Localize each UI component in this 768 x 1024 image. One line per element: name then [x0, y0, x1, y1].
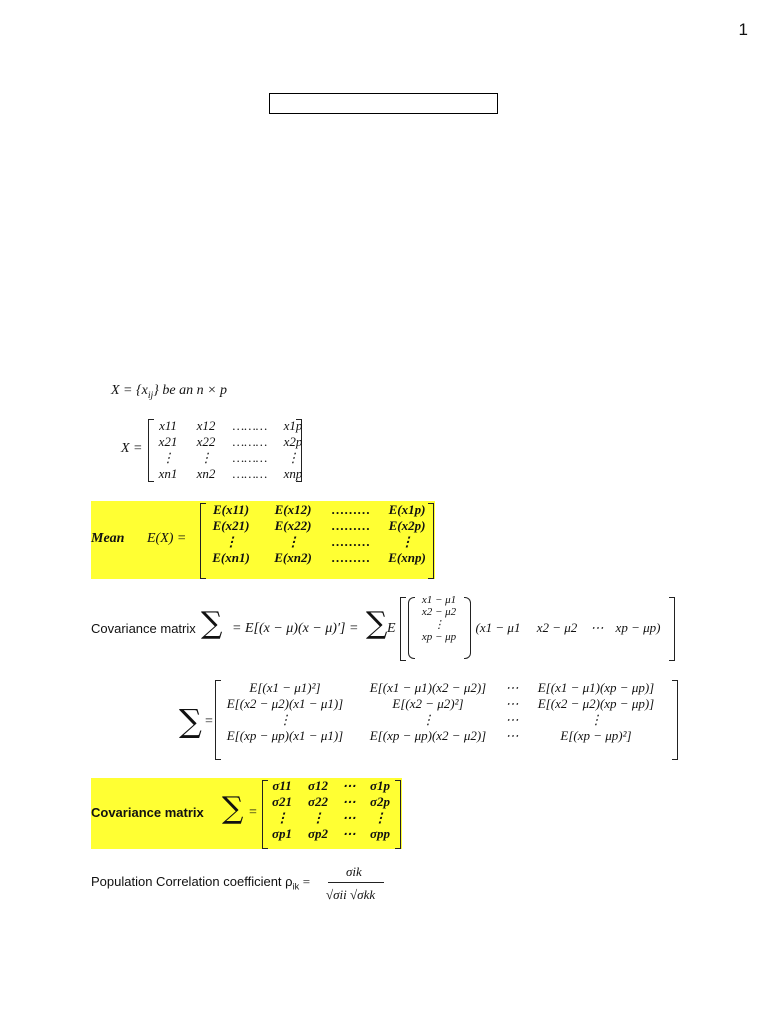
- covariance-row-vector: [472, 620, 668, 636]
- mean-label: Mean: [91, 531, 125, 546]
- covariance-sigma-cell: ⋯: [342, 810, 356, 825]
- mean-matrix-cell: ………: [331, 518, 371, 533]
- covariance-expanded-cell: ⋮: [278, 712, 292, 727]
- covariance-expanded-matrix: [219, 680, 671, 744]
- x-matrix: [154, 418, 303, 482]
- sigma-symbol-2: ∑: [366, 606, 388, 641]
- covariance-sigma-right-bracket: [395, 780, 401, 849]
- covariance-sigma-equals: =: [249, 805, 257, 820]
- definition-text: X = {x: [111, 383, 148, 398]
- mean-matrix: [205, 502, 427, 566]
- covariance-sigma-cell: σpp: [369, 826, 390, 841]
- covariance-sigma-cell: σ12: [307, 778, 328, 793]
- covariance-row-cell: ⋯: [590, 620, 604, 635]
- x-matrix-cell: x1p: [283, 418, 303, 433]
- covariance-sigma-matrix: [267, 778, 395, 842]
- covariance-sigma-cell: σ1p: [369, 778, 390, 793]
- covariance-column-cell: x2 − μ2: [421, 606, 457, 618]
- covariance-sigma-cell: σ2p: [369, 794, 390, 809]
- covariance-expanded-cell: ⋮: [589, 712, 603, 727]
- covariance-expanded-cell: ⋯: [505, 728, 519, 743]
- cov-expanded-equals: =: [205, 714, 213, 729]
- covariance-expanded-cell: E[(xp − μp)²]: [560, 728, 632, 743]
- covariance-sigma-cell: σp2: [307, 826, 328, 841]
- covariance-sigma-cell: σ22: [307, 794, 328, 809]
- sigma-symbol-3: ∑: [179, 702, 202, 740]
- x-matrix-cell: x22: [196, 434, 216, 449]
- mean-matrix-cell: ⋮: [224, 534, 238, 549]
- correlation-label-sub: ik: [292, 881, 300, 892]
- x-matrix-cell: ………: [232, 450, 268, 465]
- mean-matrix-cell: E(xn1): [212, 550, 250, 565]
- covariance-expanded-cell: E[(x2 − μ2)(xp − μp)]: [537, 696, 655, 711]
- mean-matrix-cell: E(x1p): [388, 502, 426, 517]
- mean-lhs: E(X) =: [147, 531, 187, 546]
- covariance-sigma-label: Covariance matrix: [91, 805, 204, 820]
- covariance-expanded-cell: ⋯: [505, 712, 519, 727]
- correlation-numerator: σik: [346, 864, 362, 879]
- covariance-expanded-cell: ⋯: [505, 680, 519, 695]
- cov-col-right-paren: [464, 597, 471, 659]
- mean-matrix-cell: ………: [331, 550, 371, 565]
- fraction-bar: [328, 882, 384, 883]
- covariance-sigma-cell: ⋮: [311, 810, 325, 825]
- covariance-sigma-cell: ⋯: [342, 826, 356, 841]
- covariance-expanded-cell: E[(xp − μp)(x1 − μ1)]: [226, 728, 344, 743]
- mean-matrix-cell: ………: [331, 502, 371, 517]
- covariance-def-label: Covariance matrix: [91, 621, 196, 636]
- covariance-expanded-cell: E[(x2 − μ2)²]: [392, 696, 464, 711]
- covariance-expanded-cell: E[(x2 − μ2)(x1 − μ1)]: [226, 696, 344, 711]
- correlation-denominator: √σii √σkk: [326, 887, 376, 902]
- covariance-def-expr: = E[(x − μ)(x − μ)′] =: [232, 621, 359, 636]
- covariance-column-cell: xp − μp: [421, 631, 457, 643]
- x-matrix-cell: ⋮: [199, 450, 213, 465]
- covariance-sigma-cell: σp1: [271, 826, 292, 841]
- definition-rest: } be an n × p: [153, 383, 228, 398]
- correlation-equals: =: [302, 874, 311, 889]
- mean-matrix-cell: ⋮: [400, 534, 414, 549]
- covariance-sigma-cell: ⋮: [373, 810, 387, 825]
- covariance-expanded-cell: E[(x1 − μ1)(xp − μp)]: [537, 680, 655, 695]
- cov-outer-left-bracket: [400, 597, 406, 661]
- x-matrix-cell: x21: [158, 434, 178, 449]
- definition-line: [111, 383, 227, 401]
- covariance-column-vector: [414, 594, 464, 643]
- x-matrix-cell: x12: [196, 418, 216, 433]
- covariance-sigma-cell: σ11: [272, 778, 292, 793]
- covariance-column-cell: x1 − μ1: [421, 594, 457, 606]
- x-matrix-cell: ………: [232, 434, 268, 449]
- mean-matrix-cell: E(xnp): [388, 550, 426, 565]
- sigma-symbol: ∑: [201, 606, 223, 641]
- correlation-label-line: [91, 874, 310, 892]
- covariance-row-cell: xp − μp): [615, 620, 661, 635]
- sigma-symbol-4: ∑: [222, 791, 244, 826]
- covariance-expanded-cell: ⋮: [421, 712, 435, 727]
- mean-matrix-cell: E(xn2): [274, 550, 312, 565]
- x-matrix-cell: x2p: [283, 434, 303, 449]
- covariance-sigma-cell: ⋯: [342, 794, 356, 809]
- covariance-column-cell: ⋮: [433, 619, 445, 631]
- page-number: 1: [738, 20, 748, 39]
- x-matrix-cell: xn1: [158, 466, 178, 481]
- x-matrix-cell: ………: [232, 466, 268, 481]
- mean-matrix-cell: ⋮: [286, 534, 300, 549]
- covariance-sigma-cell: ⋮: [275, 810, 289, 825]
- x-matrix-cell: xnp: [283, 466, 303, 481]
- covariance-expanded-cell: E[(x1 − μ1)²]: [249, 680, 321, 695]
- x-matrix-cell: ⋮: [286, 450, 300, 465]
- covariance-sigma-cell: σ21: [271, 794, 292, 809]
- x-matrix-cell: xn2: [196, 466, 216, 481]
- mean-matrix-cell: E(x2p): [388, 518, 426, 533]
- mean-matrix-cell: E(x22): [274, 518, 312, 533]
- mean-matrix-cell: E(x11): [212, 502, 250, 517]
- cov-outer-right-bracket: [669, 597, 675, 661]
- covariance-expanded-cell: ⋯: [505, 696, 519, 711]
- cov-expanded-right-bracket: [672, 680, 678, 760]
- covariance-row-cell: x2 − μ2: [536, 620, 578, 635]
- x-matrix-cell: ………: [232, 418, 268, 433]
- title-box: [269, 93, 498, 114]
- mean-matrix-cell: E(x21): [212, 518, 250, 533]
- x-matrix-lhs: X =: [121, 441, 143, 456]
- covariance-sigma-cell: ⋯: [342, 778, 356, 793]
- x-matrix-cell: ⋮: [161, 450, 175, 465]
- covariance-def-E: E: [387, 621, 396, 636]
- definition-sub: ij: [147, 389, 154, 401]
- covariance-expanded-cell: E[(xp − μp)(x2 − μ2)]: [369, 728, 487, 743]
- covariance-row-cell: (x1 − μ1: [475, 620, 521, 635]
- mean-matrix-cell: E(x12): [274, 502, 312, 517]
- mean-matrix-cell: ………: [331, 534, 371, 549]
- correlation-label: Population Correlation coefficient ρ: [91, 874, 293, 889]
- x-matrix-cell: x11: [159, 418, 177, 433]
- covariance-expanded-cell: E[(x1 − μ1)(x2 − μ2)]: [369, 680, 487, 695]
